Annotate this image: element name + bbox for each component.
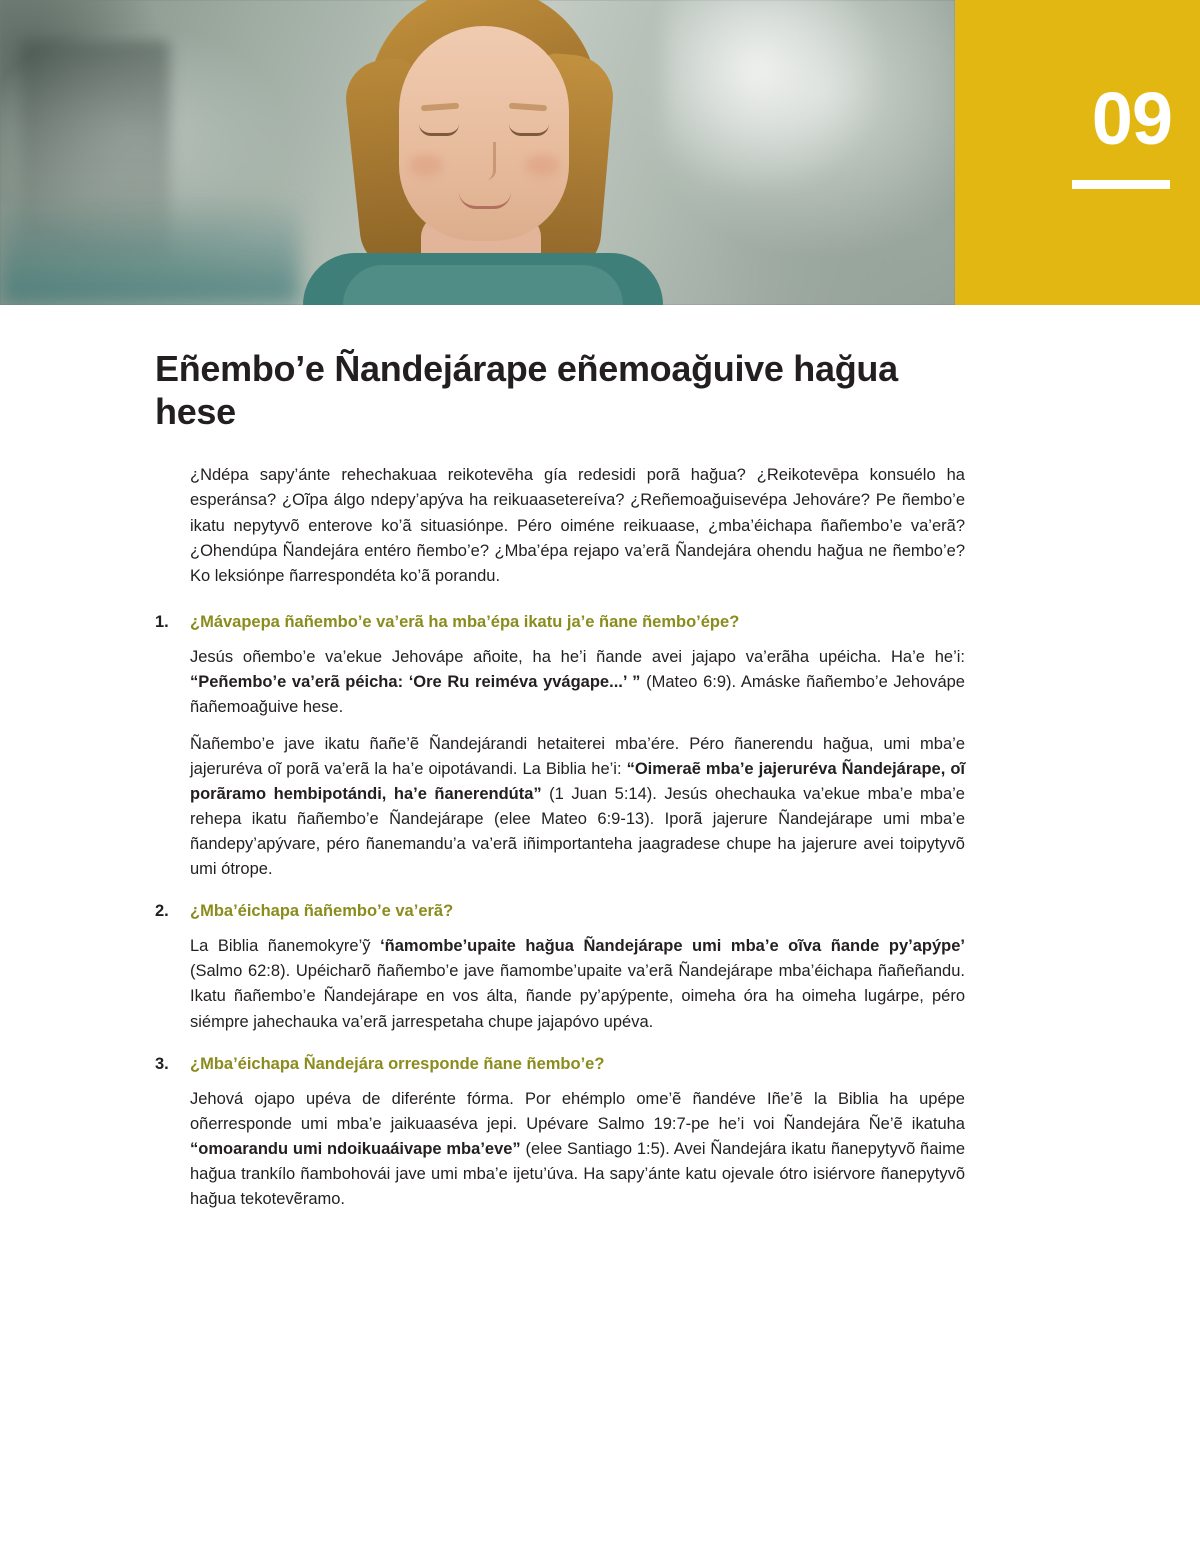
answer-paragraph (190, 645, 965, 720)
question-text: ¿Mba’éichapa ñañembo’e va’erã? (190, 902, 454, 921)
segment-text: La Biblia ñanemokyre’ỹ (190, 937, 381, 956)
answer-paragraph (190, 1087, 965, 1212)
intro-paragraph (190, 463, 965, 588)
question-number: 3. (155, 1054, 169, 1073)
segment-text: (Mateo 6:9). Amáske ñañembo’e Jehovápe ñañemoağuive hese. (190, 672, 965, 716)
segment-text: (Salmo 62:8). Upéicharõ ñañembo’e jave ñamombe’upaite va’erã Ñandejárape mba’éichapa ñañeñandu. Ikatu ñañembo’e Ñandejárape en vos álta, ñande py’apýpente, oimeha óra ha oimeha lugárpe, péro siémpre jahechauka va’erã jarrespetaha chupe jajapóvo upéva. (190, 962, 965, 1031)
segment-quote: “Peñembo’e va’erã péicha: ‘Ore Ru reiméva yvágape...’ ” (190, 672, 641, 691)
segment-quote: “omoarandu umi ndoikuaáivape mba’eve” (190, 1139, 521, 1158)
subject-eye-left (419, 124, 459, 136)
hero-banner (0, 0, 1200, 305)
subject-collar (343, 265, 623, 305)
lesson-number: 09 (1091, 77, 1172, 160)
question-heading (155, 611, 965, 635)
article-body (155, 463, 965, 1212)
subject-brow-left (420, 103, 458, 112)
question-heading (155, 1053, 965, 1077)
segment-text: (1 Juan 5:14). Jesús ohechauka va’ekue mba’e mba’e rehepa ikatu ñañembo’e Ñandejárape (elee Mateo 6:9-13). Iporã jajerure Ñandejárape umi mba’e ñandepy’apývare, péro ñanemandu’a va’erã iñimportanteha jaagradese chupe ha jajerure avei toipytyvõ umi ótrope. (190, 785, 965, 879)
subject-cheek-right (525, 154, 559, 176)
subject-eye-right (509, 124, 549, 136)
segment-text: Ñañembo’e jave ikatu ñañe’ẽ Ñandejárandi hetaiterei mba’ére. Péro ñanerendu hağua, umi mba’e jajeruréva oĩ porã va’erã la ha’e oipotávandi. La Biblia he’i: (190, 734, 965, 778)
page-title: Eñembo’e Ñandejárape eñemoağuive hağua hese (155, 348, 898, 433)
segment-quote: “Oimeraẽ mba’e jajeruréva Ñandejárape, oĩ porãramo hembipotándi, ha’e ñanerendúta” (190, 760, 965, 804)
hero-photo (0, 0, 955, 305)
question-text: ¿Mba’éichapa Ñandejára orresponde ñane ñembo’e? (190, 1054, 605, 1073)
answer-paragraph (190, 934, 965, 1034)
segment-quote: ‘ñamombe’upaite hağua Ñandejárape umi mba’e oĩva ñande py’apýpe’ (380, 937, 965, 956)
answer-paragraph (190, 732, 965, 882)
lesson-number-block (955, 0, 1200, 305)
question-heading (155, 900, 965, 924)
subject-mouth (459, 192, 511, 209)
segment-text: Jesús oñembo’e va’ekue Jehovápe añoite, ha he’i ñande avei jajapo va’erãha upéicha. Ha’e he’i: (190, 647, 965, 666)
photo-window-light (665, 0, 895, 190)
question-text: ¿Mávapepa ñañembo’e va’erã ha mba’épa ikatu ja’e ñane ñembo’épe? (190, 612, 740, 631)
segment-text: (elee Santiago 1:5). Avei Ñandejára ikatu ñanepytyvõ ñaime hağua trankílo ñambohovái jave umi mba’e ijetu’úva. Ha sapy’ánte katu ojevale ótro isiérvore ñanepytyvõ hağua tekotevẽramo. (190, 1139, 965, 1208)
qa-item (155, 900, 965, 1034)
subject-face (399, 26, 569, 241)
photo-foreground-blur (0, 195, 300, 305)
lesson-number-rule (1072, 180, 1170, 189)
subject-nose (477, 142, 496, 180)
qa-item (155, 1053, 965, 1212)
qa-item (155, 611, 965, 883)
subject-cheek-left (409, 154, 443, 176)
segment-text: Jehová ojapo upéva de diferénte fórma. Por ehémplo ome’ẽ ñandéve Iñe’ẽ la Biblia ha upépe oñerresponde umi mba’e jaikuaaséva jepi. Upévare Salmo 19:7-pe he’i voi Ñandejára Ñe’ẽ ikatuha (190, 1089, 965, 1133)
photo-subject (313, 0, 643, 305)
question-number: 1. (155, 612, 169, 631)
question-number: 2. (155, 902, 169, 921)
subject-brow-right (508, 103, 546, 112)
intro-text: ¿Ndépa sapy’ánte rehechakuaa reikotevēha gía redesidi porã hağua? ¿Reikotevēpa konsuélo ha esperánsa? ¿Oĩpa álgo ndepy’apýva ha reikuaasetereíva? ¿Reñemoağuisevépa Jehováre? Pe ñembo’e ikatu nepytyvõ enterove ko’ã situasiónpe. Péro oiméne reikuaase, ¿mba’éichapa ñañembo’e va’erã? ¿Ohendúpa Ñandejára entéro ñembo’e? ¿Mba’épa rejapo va’erã Ñandejára ohendu hağua ne ñembo’e? Ko leksiónpe ñarrespondéta ko’ã porandu. (190, 466, 965, 585)
article-content (0, 305, 1200, 1212)
